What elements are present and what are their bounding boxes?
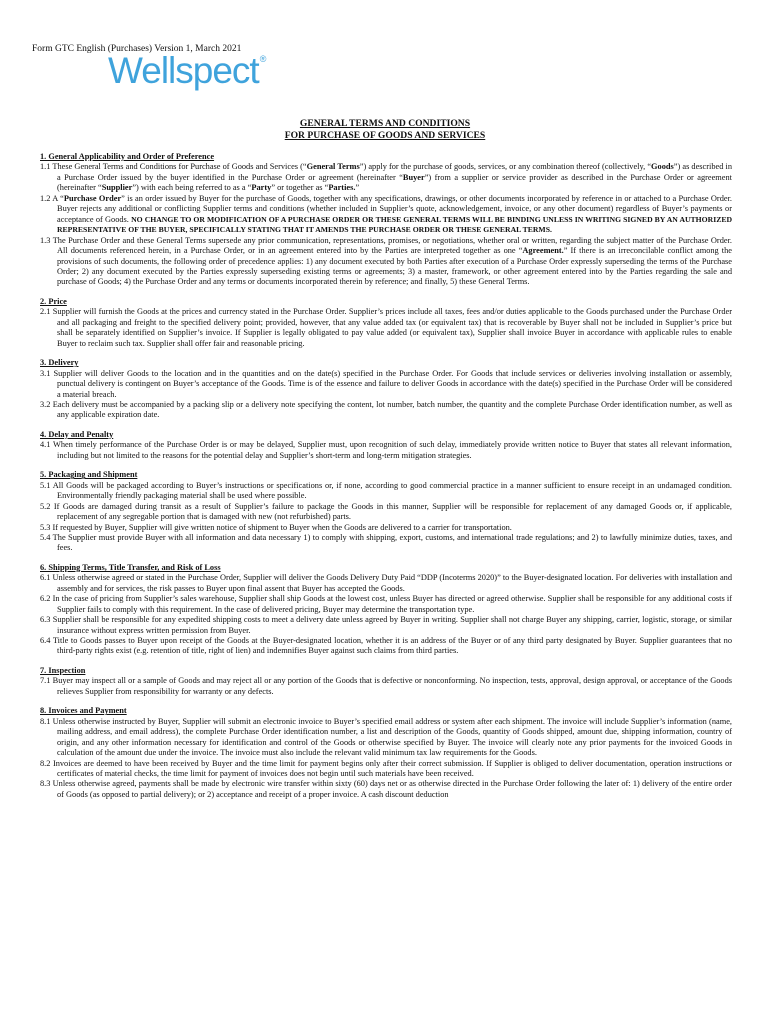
clause-4-1: 4.1 When timely performance of the Purchase Order is or may be delayed, Supplier must, upon recognition of such delay, immediately provide written notice to Buyer that states all relevant information, including but not limited to the reasons for the potential delay and Supplier’s short-term and long-term mitigation strategies.: [40, 440, 732, 460]
form-identifier: Form GTC English (Purchases) Version 1, March 2021: [32, 44, 242, 54]
section-1: [40, 152, 732, 288]
clause-8-3: 8.3 Unless otherwise agreed, payments shall be made by electronic wire transfer within sixty (60) days net or as otherwise directed in the Purchase Order following the later of: 1) delivery of the entire order of Goods (as opposed to partial delivery); or 2) acceptance and receipt of a proper invoice. A cash discount deduction: [40, 779, 732, 799]
section-heading: 8. Invoices and Payment: [40, 706, 127, 716]
clause-5-3: 5.3 If requested by Buyer, Supplier will give written notice of shipment to Buyer when the Goods are delivered to a carrier for transportation.: [40, 522, 512, 532]
section-heading: 5. Packaging and Shipment: [40, 470, 138, 480]
section-4: [40, 430, 732, 461]
clause-1-1: 1.1 These General Terms and Conditions for Purchase of Goods and Services (“General Terms”) apply for the purchase of goods, services, or any combination thereof (collectively, “Goods”) as described in a Purchase Order issued by the buyer identified in the Purchase Order or agreement (hereinafter “Buyer”) from a supplier or service provider as described in the Purchase Order or agreement (hereinafter “Supplier”) with each being referred to as a “Party” or together as “Parties.”: [40, 162, 733, 193]
section-6: [40, 563, 732, 657]
registered-mark: ®: [259, 54, 267, 64]
document-title-line-2: FOR PURCHASE OF GOODS AND SERVICES: [284, 130, 486, 141]
clause-5-2: 5.2 If Goods are damaged during transit as a result of Supplier’s failure to package the Goods in this manner, Supplier will be responsible for replacement of any damaged Goods or, if applicable, replacement of any segregable portion that is damaged with new (not refurbished) parts.: [40, 501, 732, 522]
clause-8-1: 8.1 Unless otherwise instructed by Buyer, Supplier will submit an electronic invoice to Buyer’s specified email address or system after each shipment. The invoice will include Supplier’s information (name, mailing address, and email address), the complete Purchase Order identification number, a list and description of the Goods, quantity of Goods shipped, amount due, shipping information, country of origin, and any other information necessary for identification and control of the Goods or otherwise specified by Buyer. The invoice will clearly note any prior payments for the invoiced Goods in calculation of the amount due under the invoice. The invoice must also include the relevant valid minimum tax law requirements for the Goods.: [40, 716, 732, 758]
logo-text: Wellspect: [108, 50, 259, 91]
section-heading: 1. General Applicability and Order of Preference: [40, 152, 215, 161]
wellspect-logo: [108, 52, 266, 89]
clause-6-4: 6.4 Title to Goods passes to Buyer upon receipt of the Goods at the Buyer-designated location, whether it is an address of the Buyer or of any third party designated by Buyer. Supplier guarantees that no third-party rights exist (e.g. retention of title, right of lien) and indemnifies Buyer against such claims from third parties.: [40, 636, 732, 656]
section-7: [40, 666, 732, 697]
clause-3-1: 3.1 Supplier will deliver Goods to the location and in the quantities and on the date(s) specified in the Purchase Order. For Goods that include services or deliveries involving installation or assembly, punctual delivery is contingent on Buyer’s acceptance of the Goods. Time is of the essence and failure to deliver Goods in accordance with the date(s) specified in the Purchase Order will be considered a material breach.: [40, 368, 732, 399]
section-2: [40, 297, 732, 349]
clause-1-2: 1.2 A “Purchase Order” is an order issued by Buyer for the purchase of Goods, together with any specifications, drawings, or other documents incorporated by reference in or attached to a Purchase Order. Buyer rejects any additional or conflicting Supplier terms and conditions (whether included in Supplier’s quote, acknowledgement, invoice, or any other document) regardless of Buyer’s payments or acceptance of Goods. NO CHANGE TO OR MODIFICATION OF A PURCHASE ORDER OR THESE GENERAL TERMS WILL BE BINDING UNLESS IN WRITING SIGNED BY AN AUTHORIZED REPRESENTATIVE OF THE BUYER, SPECIFICALLY STATING THAT IT AMENDS THE PURCHASE ORDER OR THESE GENERAL TERMS.: [40, 193, 732, 235]
section-heading: 4. Delay and Penalty: [40, 429, 114, 439]
clause-2-1: 2.1 Supplier will furnish the Goods at the prices and currency stated in the Purchase Order. Supplier’s prices include all taxes, fees and/or duties applicable to the Goods purchased under the Purchase Order and all packaging and freight to the specified delivery point; provided, however, that any value added tax (or equivalent tax) that is recoverable by Buyer shall not be included in Supplier’s price but shall be separately identified on Supplier’s invoice. If Supplier is legally obligated to pay value added (or equivalent tax), Supplier shall invoice Buyer in accordance with applicable rules to enable Buyer to reclaim such tax. Supplier shall offer fair and reasonable pricing.: [40, 307, 732, 348]
section-heading: 2. Price: [40, 296, 67, 306]
clause-6-2: 6.2 In the case of pricing from Supplier’s sales warehouse, Supplier shall ship Goods at the lowest cost, unless Buyer has directed or agreed otherwise. Supplier shall be responsible for any additional costs if Supplier fails to comply with this requirement. In the case of delivered pricing, Buyer may determine the transportation type.: [40, 594, 732, 614]
clause-5-1: 5.1 All Goods will be packaged according to Buyer’s instructions or specifications or, if none, according to good commercial practice in a manner sufficient to ensure receipt in an undamaged condition. Environmentally friendly packaging material shall be used where possible.: [40, 480, 732, 501]
section-5: [40, 470, 732, 554]
clause-5-4: 5.4 The Supplier must provide Buyer with all information and data necessary 1) to comply with shipping, export, customs, and international trade regulations; and 2) to lawfully minimize duties, taxes, and fees.: [40, 532, 732, 553]
document-title-line-1: GENERAL TERMS AND CONDITIONS: [299, 118, 471, 129]
section-heading: 3. Delivery: [40, 358, 79, 368]
clause-8-2: 8.2 Invoices are deemed to have been received by Buyer and the time limit for payment begins only after their correct submission. If Supplier is obliged to deliver documentation, operation instructions or certificates of material checks, the time limit for payment of invoices does not begin until such materials have been received.: [40, 758, 732, 779]
clause-7-1: 7.1 Buyer may inspect all or a sample of Goods and may reject all or any portion of the Goods that is defective or nonconforming. No inspection, tests, approval, design approval, or acceptance of the Goods relieves Supplier from responsibility for warranty or any defects.: [40, 676, 732, 696]
section-heading: 7. Inspection: [40, 665, 86, 675]
section-8: [40, 706, 732, 800]
section-heading: 6. Shipping Terms, Title Transfer, and Risk of Loss: [40, 562, 221, 572]
clause-3-2: 3.2 Each delivery must be accompanied by a packing slip or a delivery note specifying the content, lot number, batch number, the quantity and the complete Purchase Order identification number, as well as any applicable expiration date.: [40, 399, 732, 420]
clause-6-1: 6.1 Unless otherwise agreed or stated in the Purchase Order, Supplier will deliver the Goods Delivery Duty Paid “DDP (Incoterms 2020)” to the Buyer-designated location. For deliveries with installation and assembly and for services, the risk passes to Buyer upon final assent that Buyer has accepted the Goods.: [40, 573, 732, 593]
clause-1-3: 1.3 The Purchase Order and these General Terms supersede any prior communication, representations, promises, or negotiations, whether oral or written, regarding the subject matter of the Purchase Order. All documents referenced herein, in a Purchase Order, or in an agreement entered into by the Parties are interpreted together as one “Agreement.” If there is an irreconcilable conflict among the provisions of such documents, the following order of precedence applies: 1) any document executed by both Parties after execution of a Purchase Order expressly superseding the terms of the Purchase Order; 2) any document executed by the Parties expressly superseding existing terms or agreements; 3) a master, framework, or other agreement entered into by the Parties regarding the sale and purchase of Goods; 4) the Purchase Order and any terms or documents incorporated therein by reference; and finally, 5) these General Terms.: [40, 235, 732, 287]
section-3: [40, 358, 732, 421]
clause-6-3: 6.3 Supplier shall be responsible for any expedited shipping costs to meet a delivery date unless agreed by Buyer in writing. Supplier shall not charge Buyer any shipping, carrier, logistic, storage, or similar insurance without express written permission from Buyer.: [40, 615, 732, 635]
terms-body: [40, 152, 732, 809]
